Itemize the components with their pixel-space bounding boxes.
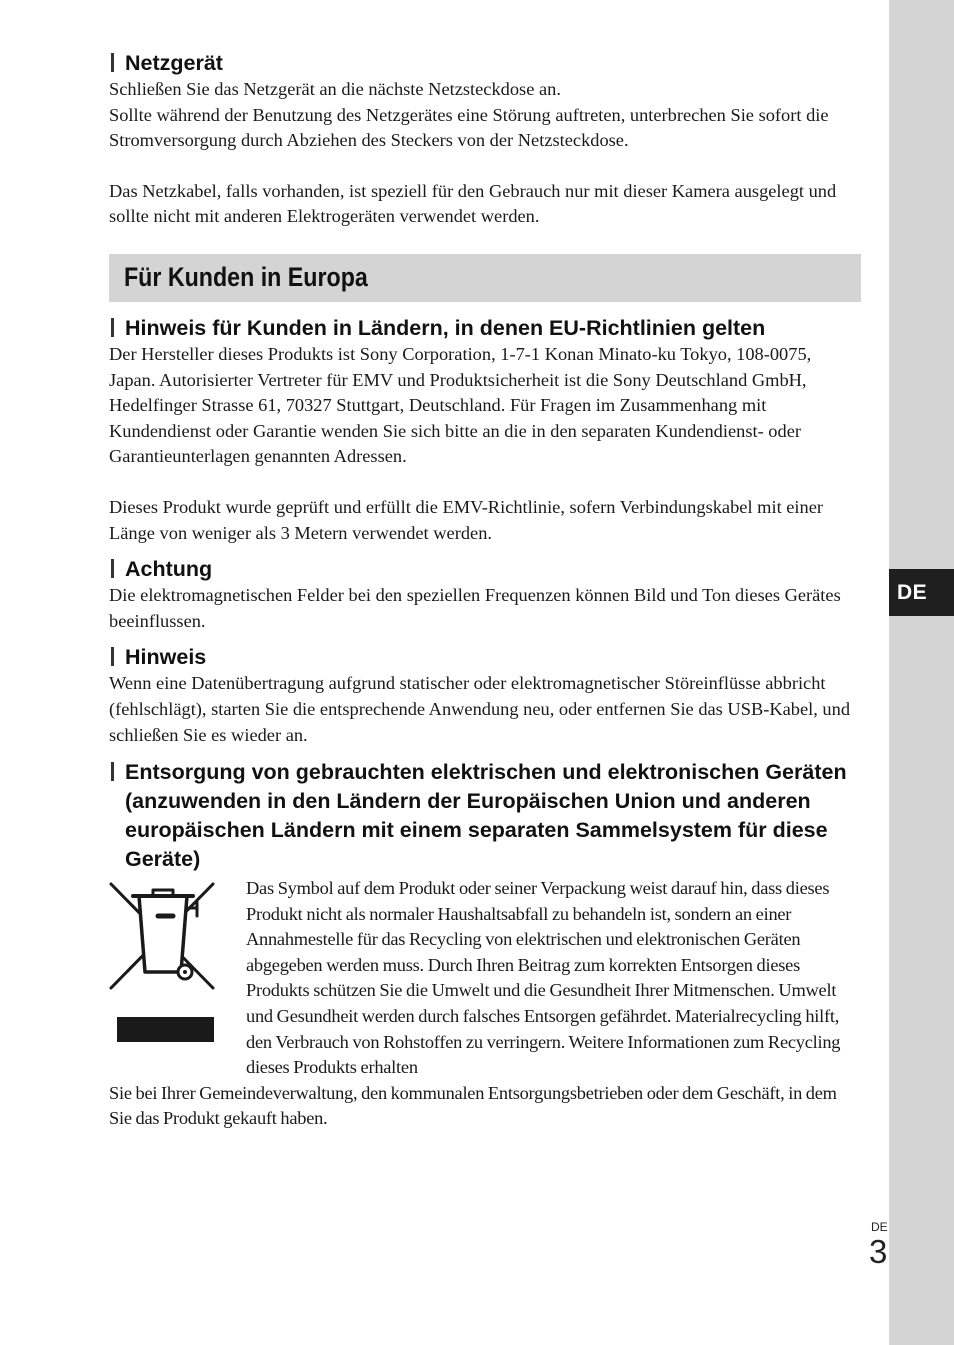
page-number: 3: [869, 1233, 888, 1270]
achtung-paragraph: Die elektromagnetischen Felder bei den speziellen Frequenzen können Bild und Ton dieses Gerätes beeinflussen.: [109, 585, 841, 631]
heading-achtung-text: Achtung: [125, 557, 213, 582]
netzgeraet-line-1: Schließen Sie das Netzgerät an die nächste Netzsteckdose an.: [109, 79, 561, 99]
page-content: [109, 49, 861, 1132]
netzgeraet-line-2: Sollte während der Benutzung des Netzgerätes eine Störung auftreten, unterbrechen Sie sofort die Stromversorgung durch Abziehen des Steckers von der Netzsteckdose.: [109, 104, 829, 151]
heading-eu-hinweis-text: Hinweis für Kunden in Ländern, in denen EU-Richtlinien gelten: [125, 315, 766, 340]
hinweis-paragraph: Wenn eine Datenübertragung aufgrund statischer oder elektromagnetischer Störeinflüsse abbricht (fehlschlägt), starten Sie die entsprechende Anwendung neu, oder entfernen Sie das USB-Kabel, und schließen Sie es wieder an.: [109, 673, 851, 745]
heading-bar: [111, 762, 114, 781]
entsorgung-paragraph-tail: Sie bei Ihrer Gemeindeverwaltung, den kommunalen Entsorgungsbetrieben oder dem Geschäft, in dem Sie das Produkt gekauft haben.: [109, 1082, 837, 1129]
heading-hinweis-text: Hinweis: [125, 645, 207, 670]
netzgeraet-paragraph-2: Das Netzkabel, falls vorhanden, ist speziell für den Gebrauch nur mit dieser Kamera ausgelegt und sollte nicht mit anderen Elektrogeräten verwendet werden.: [109, 180, 837, 227]
heading-hinweis: [109, 643, 861, 671]
heading-bar: [111, 559, 114, 578]
heading-bar: [111, 53, 114, 72]
heading-entsorgung-text: Entsorgung von gebrauchten elektrischen und elektronischen Geräten (anzuwenden in den Ländern der Europäischen Union und anderen europäischen Ländern mit einem separaten Sammelsystem für diese Geräte): [125, 760, 847, 872]
heading-netzgeraet: [109, 49, 861, 77]
eu-hinweis-paragraph-2: Dieses Produkt wurde geprüft und erfüllt die EMV-Richtlinie, sofern Verbindungskabel mit einer Länge von weniger als 3 Metern verwendet werden.: [109, 496, 824, 543]
footer-language: DE: [871, 1220, 888, 1234]
language-tab-label: DE: [897, 580, 928, 604]
heading-bar: [111, 318, 114, 337]
section-banner-europa: [109, 254, 861, 302]
heading-achtung: [109, 555, 861, 583]
side-strip: [889, 0, 954, 1345]
heading-bar: [111, 647, 114, 666]
heading-eu-hinweis: [109, 314, 861, 342]
eu-hinweis-paragraph-1: Der Hersteller dieses Produkts ist Sony Corporation, 1-7-1 Konan Minato-ku Tokyo, 108-0075, Japan. Autorisierter Vertreter für EMV und Produktsicherheit ist die Sony Deutschland GmbH, Hedelfinger Strasse 61, 70327 Stuttgart, Deutschland. Für Fragen im Zusammenhang mit Kundendienst oder Garantie wenden Sie sich bitte an die in den separaten Kundendienst- oder Garantieunterlagen genannten Adressen.: [109, 343, 812, 467]
section-banner-title: Für Kunden in Europa: [124, 262, 368, 293]
language-tab: [889, 569, 954, 616]
heading-netzgeraet-text: Netzgerät: [125, 51, 223, 75]
crossed-out-wheelie-bin-icon: [109, 882, 217, 1050]
entsorgung-block: [109, 876, 861, 1132]
heading-entsorgung: [109, 758, 861, 874]
entsorgung-paragraph-wrapped: Das Symbol auf dem Produkt oder seiner Verpackung weist darauf hin, dass dieses Produkt nicht als normaler Haushaltsabfall zu behandeln ist, sondern an einer Annahmestelle für das Recycling von elektrischen und elektronischen Geräten abgegeben werden muss. Durch Ihren Beitrag zum korrekten Entsorgen dieses Produkts schützen Sie die Umwelt und die Gesundheit Ihrer Mitmenschen. Umwelt und Gesundheit werden durch falsches Entsorgen gefährdet. Materialrecycling hilft, den Verbrauch von Rohstoffen zu verringern. Weitere Informationen zum Recycling dieses Produkts erhalten: [246, 878, 841, 1078]
